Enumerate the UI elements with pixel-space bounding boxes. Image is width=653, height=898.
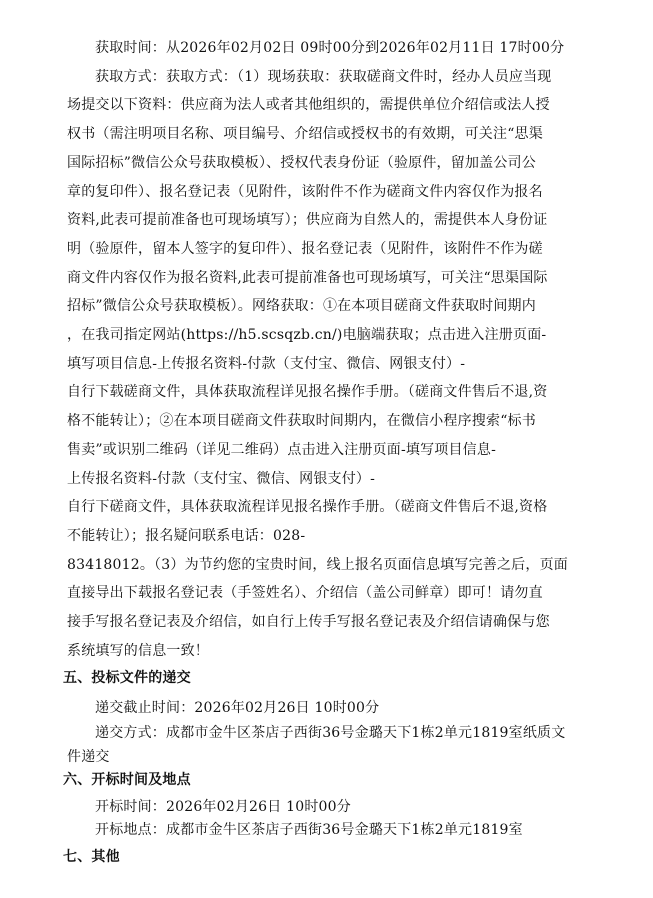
paragraph-line: 系统填写的信息一致！	[67, 642, 209, 659]
paragraph-line: 填写项目信息-上传报名资料-付款（支付宝、微信、网银支付）-	[67, 355, 466, 372]
paragraph-line: 自行下磋商文件，具体获取流程详见报名操作手册。（磋商文件售后不退,资格	[67, 499, 548, 516]
paragraph-line: 件递交	[67, 749, 110, 765]
paragraph-line: 商文件内容仅作为报名资料,此表可提前准备也可现场填写，可关注“思渠国际	[67, 269, 548, 286]
paragraph-line: 上传报名资料-付款（支付宝、微信、网银支付）-	[67, 470, 376, 487]
section-heading: 六、开标时间及地点	[63, 772, 191, 788]
paragraph-line: 章的复印件）、报名登记表（见附件，该附件不作为磋商文件内容仅作为报名	[67, 183, 543, 200]
paragraph-line: 明（验原件，留本人签字的复印件）、报名登记表（见附件，该附件不作为磋	[67, 240, 543, 257]
paragraph-line: 自行下载磋商文件，具体获取流程详见报名操作手册。（磋商文件售后不退,资	[67, 384, 548, 401]
paragraph-line: 国际招标”微信公众号获取模板）、授权代表身份证（验原件，留加盖公司公	[67, 154, 536, 171]
paragraph-line: 格不能转让）；②在本项目磋商文件获取时间期内，在微信小程序搜索“标书	[67, 413, 536, 430]
section-heading: 五、投标文件的递交	[63, 670, 191, 686]
paragraph-line: 接手写报名登记表及介绍信，如自行上传手写报名登记表及介绍信请确保与您	[67, 614, 550, 630]
paragraph-line: 获取时间：从2026年02月02日 09时00分到2026年02月11日 17时00分	[95, 40, 565, 56]
paragraph-line: 招标”微信公众号获取模板）。网络获取：①在本项目磋商文件获取时间期内	[67, 298, 536, 315]
paragraph-line: 递交方式：成都市金牛区茶店子西街36号金璐天下1栋2单元1819室纸质文	[95, 725, 566, 741]
section-heading: 七、其他	[63, 849, 120, 865]
paragraph-line: 不能转让）；报名疑问联系电话：028-	[67, 527, 306, 544]
paragraph-line: ，在我司指定网站(https://h5.scsqzb.cn/)电脑端获取；点击进入注册页面-	[67, 327, 547, 343]
paragraph-line: 权书（需注明项目名称、项目编号、介绍信或授权书的有效期，可关注“思渠	[67, 126, 543, 143]
paragraph-line: 83418012。（3）为节约您的宝贵时间，线上报名页面信息填写完善之后，页面	[67, 556, 568, 573]
paragraph-line: 递交截止时间：2026年02月26日 10时00分	[95, 700, 380, 716]
paragraph-line: 场提交以下资料：供应商为法人或者其他组织的，需提供单位介绍信或法人授	[67, 97, 550, 114]
paragraph-line: 资料,此表可提前准备也可现场填写）；供应商为自然人的，需提供本人身份证	[67, 212, 548, 229]
paragraph-line: 直接导出下载报名登记表（手签姓名）、介绍信（盖公司鲜章）即可！请勿直	[67, 585, 543, 602]
paragraph-line: 获取方式：获取方式：（1）现场获取：获取磋商文件时，经办人员应当现	[95, 68, 552, 85]
paragraph-line: 售卖”或识别二维码（详见二维码）点击进入注册页面-填写项目信息-	[67, 441, 497, 458]
paragraph-line: 开标地点：成都市金牛区茶店子西街36号金璐天下1栋2单元1819室	[95, 822, 523, 838]
paragraph-line: 开标时间：2026年02月26日 10时00分	[95, 799, 351, 815]
